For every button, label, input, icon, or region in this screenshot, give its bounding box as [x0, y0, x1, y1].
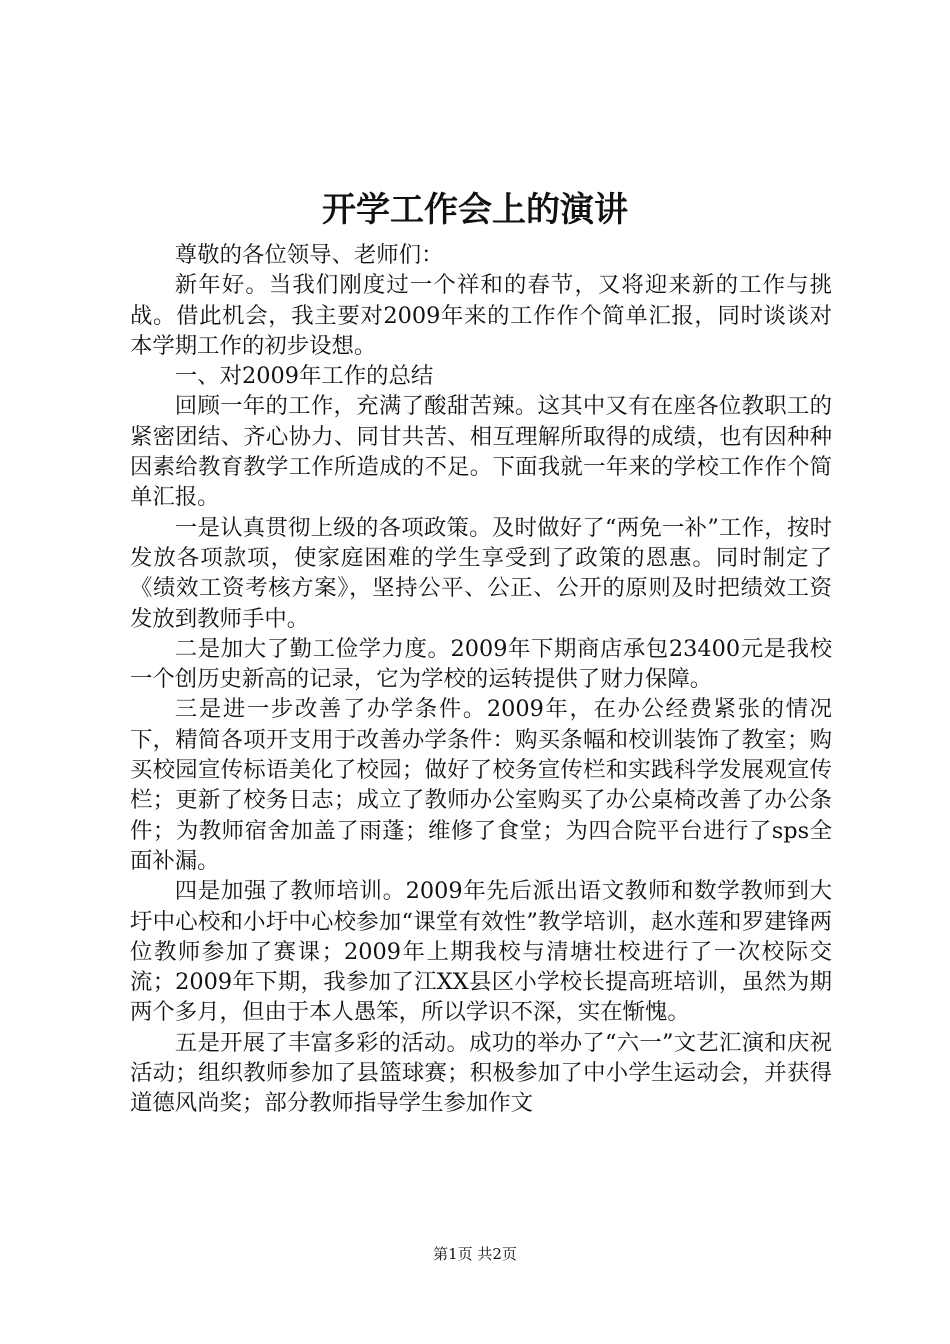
paragraph-item-3: 三是进一步改善了办学条件。2009年，在办公经费紧张的情况下，精简各项开支用于改善办学条件：购买条幅和校训装饰了教室；购买校园宣传标语美化了校园；做好了校务宣传栏和实践科学发展观宣传栏；更新了校务日志；成立了教师办公室购买了办公桌椅改善了办公条件；为教师宿舍加盖了雨蓬；维修了食堂；为四合院平台进行了sps全面补漏。: [130, 696, 832, 874]
paragraph-item-5: 五是开展了丰富多彩的活动。成功的举办了“六一”文艺汇演和庆祝活动；组织教师参加了县篮球赛；积极参加了中小学生运动会，并获得道德风尚奖；部分教师指导学生参加作文: [130, 1029, 832, 1117]
section-heading: 一、对2009年工作的总结: [174, 363, 434, 390]
document-title: 开学工作会上的演讲: [322, 190, 628, 230]
page-number-footer: 第1页 共2页: [433, 1245, 517, 1263]
salutation: 尊敬的各位领导、老师们：: [174, 242, 444, 268]
paragraph-item-4: 四是加强了教师培训。2009年先后派出语文教师和数学教师到大圩中心校和小圩中心校参加“课堂有效性”教学培训，赵水莲和罗建锋两位教师参加了赛课；2009年上期我校与清塘壮校进行了一次校际交流；2009年下期，我参加了江XX县区小学校长提高班培训，虽然为期两个多月，但由于本人愚笨，所以学识不深，实在惭愧。: [130, 878, 832, 1026]
paragraph-item-1: 一是认真贯彻上级的各项政策。及时做好了“两免一补”工作，按时发放各项款项，使家庭困难的学生享受到了政策的恩惠。同时制定了《绩效工资考核方案》，坚持公平、公正、公开的原则及时把绩效工资发放到教师手中。: [130, 514, 832, 632]
paragraph-item-2: 二是加大了勤工俭学力度。2009年下期商店承包23400元是我校一个创历史新高的记录，它为学校的运转提供了财力保障。: [130, 635, 832, 693]
paragraph-review: 回顾一年的工作，充满了酸甜苦辣。这其中又有在座各位教职工的紧密团结、齐心协力、同甘共苦、相互理解所取得的成绩，也有因种种因素给教育教学工作所造成的不足。下面我就一年来的学校工作作个简单汇报。: [130, 393, 832, 511]
paragraph-intro: 新年好。当我们刚度过一个祥和的春节，又将迎来新的工作与挑战。借此机会，我主要对2009年来的工作作个简单汇报，同时谈谈对本学期工作的初步设想。: [130, 272, 832, 359]
document-body: [130, 240, 832, 1119]
